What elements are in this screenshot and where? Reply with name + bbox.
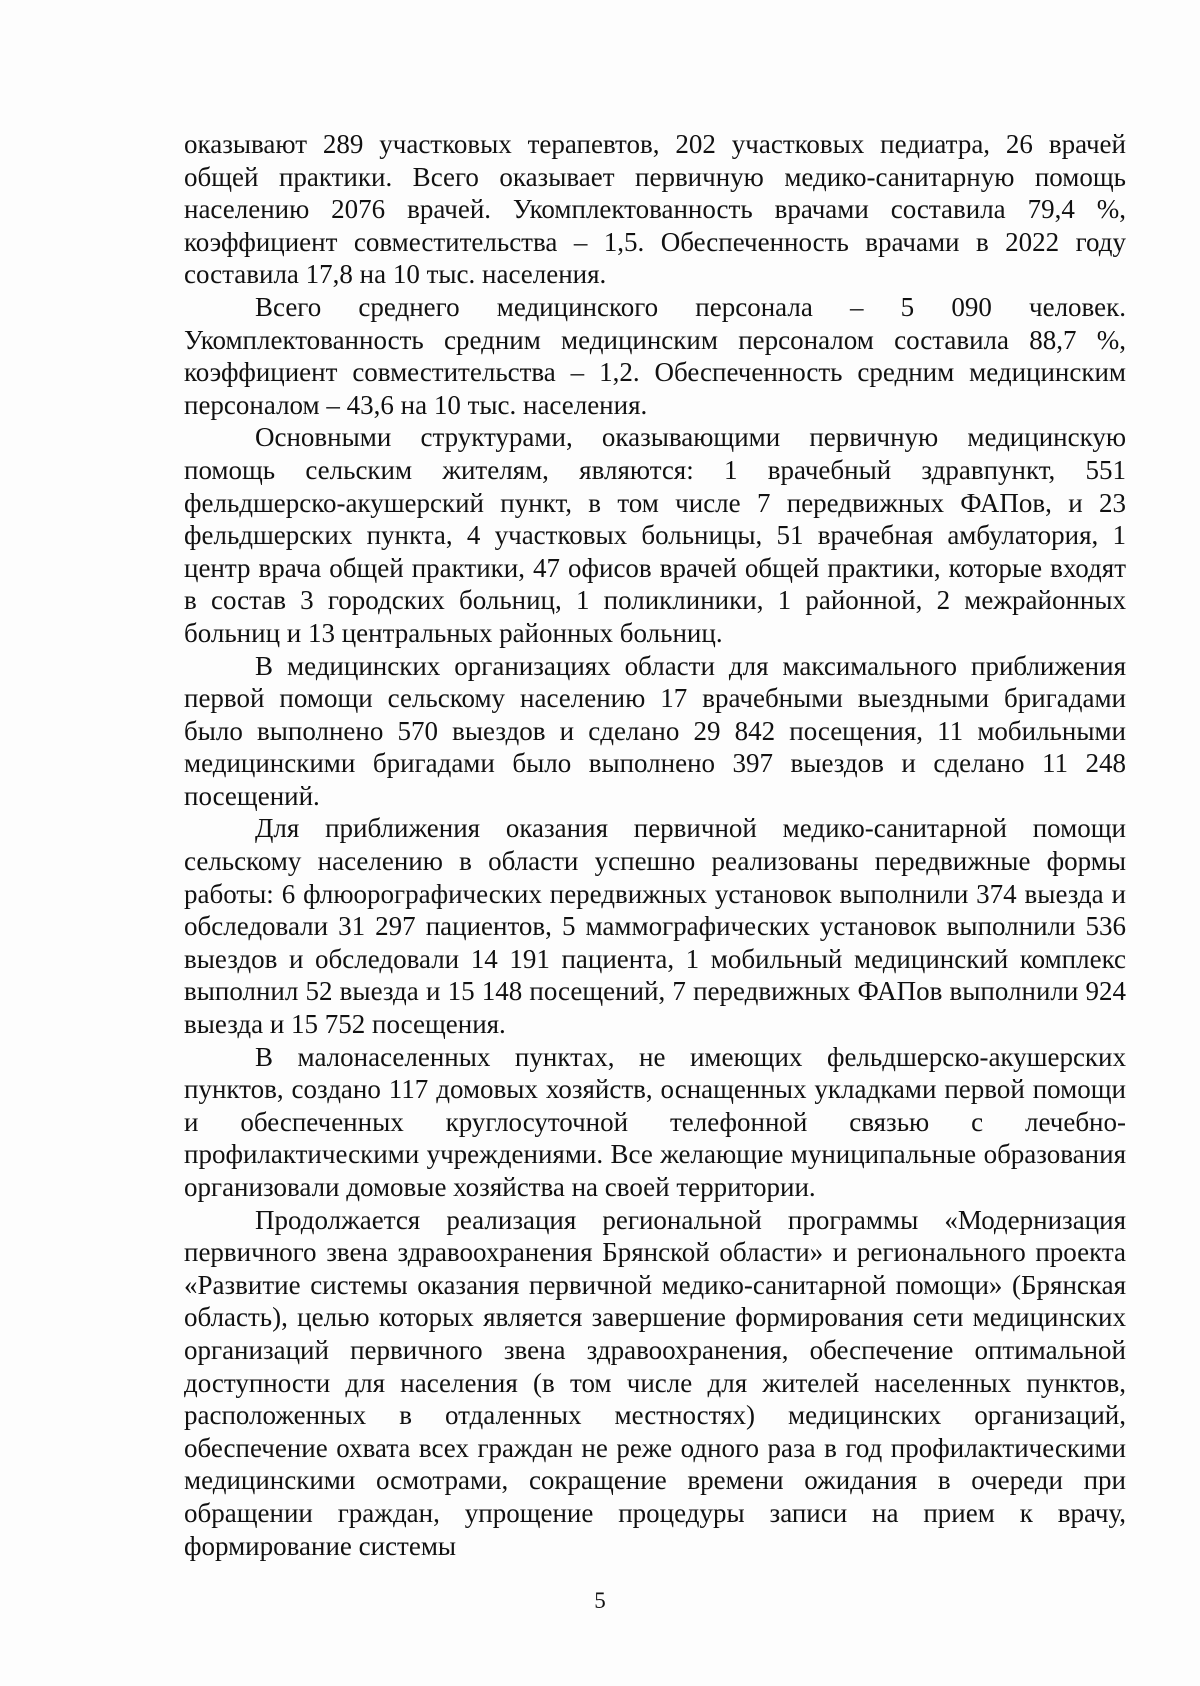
paragraph-doctors: оказывают 289 участковых терапевтов, 202 участковых педиатра, 26 врачей общей практики. Всего оказывает первичную медико-санитарную помощь населению 2076 врачей. Укомплектованность врачами составила 79,4 %, коэффициент совместительства – 1,5. Обеспеченность врачами в 2022 году составила 17,8 на 10 тыс. населения.	[184, 129, 1126, 290]
paragraph-nursing-staff: Всего среднего медицинского персонала – 5 090 человек. Укомплектованность средним медицинским персоналом составила 88,7 %, коэффициент совместительства – 1,2. Обеспеченность средним медицинским персоналом – 43,6 на 10 тыс. населения.	[184, 291, 1126, 420]
paragraph-rural-structures: Основными структурами, оказывающими первичную медицинскую помощь сельским жителям, являются: 1 врачебный здравпункт, 551 фельдшерско-акушерский пункт, в том числе 7 передвижных ФАПов, и 23 фельдшерских пункта, 4 участковых больницы, 51 врачебная амбулатория, 1 центр врача общей практики, 47 офисов врачей общей практики, которые входят в состав 3 городских больниц, 1 поликлиники, 1 районной, 2 межрайонных больниц и 13 центральных районных больниц.	[184, 422, 1126, 648]
paragraph-field-brigades: В медицинских организациях области для максимального приближения первой помощи сельскому населению 17 врачебными выездными бригадами было выполнено 570 выездов и сделано 29 842 посещения, 11 мобильными медицинскими бригадами было выполнено 397 выездов и сделано 11 248 посещений.	[184, 650, 1126, 811]
page-number: 5	[594, 1588, 606, 1613]
paragraph-mobile-units: Для приближения оказания первичной медико-санитарной помощи сельскому населению в области успешно реализованы передвижные формы работы: 6 флюорографических передвижных установок выполнили 374 выезда и обследовали 31 297 пациентов, 5 маммографических установок выполнили 536 выездов и обследовали 14 191 пациента, 1 мобильный медицинский комплекс выполнил 52 выезда и 15 148 посещений, 7 передвижных ФАПов выполнили 924 выезда и 15 752 посещения.	[184, 813, 1126, 1040]
paragraph-modernization-program: Продолжается реализация региональной программы «Модернизация первичного звена здравоохранения Брянской области» и регионального проекта «Развитие системы оказания первичной медико-санитарной помощи» (Брянская область), целью которых является завершение формирования сети медицинских организаций первичного звена здравоохранения, обеспечение оптимальной доступности для населения (в том числе для жителей населенных пунктов, расположенных в отдаленных местностях) медицинских организаций, обеспечение охвата всех граждан не реже одного раза в год профилактическими медицинскими осмотрами, сокращение времени ожидания в очереди при обращении граждан, упрощение процедуры записи на прием к врачу, формирование системы	[184, 1204, 1126, 1561]
paragraph-household-posts: В малонаселенных пунктах, не имеющих фельдшерско-акушерских пунктов, создано 117 домовых хозяйств, оснащенных укладками первой помощи и обеспеченных круглосуточной телефонной связью с лечебно-профилактическими учреждениями. Все желающие муниципальные образования организовали домовые хозяйства на своей территории.	[184, 1041, 1126, 1202]
document-body	[184, 128, 1126, 1562]
